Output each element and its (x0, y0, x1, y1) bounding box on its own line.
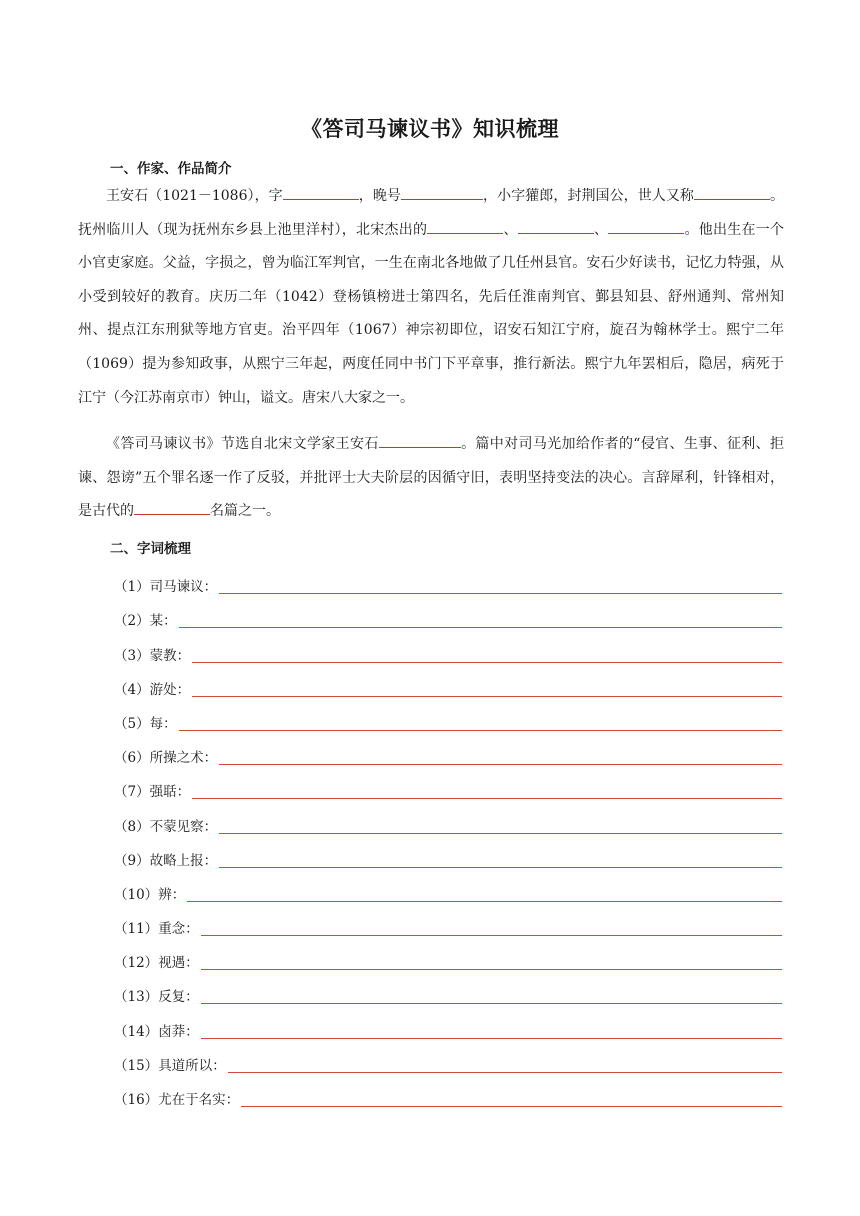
item-colon: ： (185, 989, 199, 1006)
answer-line[interactable] (201, 1003, 782, 1004)
paragraph-text: 、 (593, 221, 609, 238)
item-number: （16） (114, 1092, 159, 1108)
item-term: 不蒙见察 (149, 818, 204, 835)
answer-line[interactable] (179, 627, 782, 628)
item-number: （9） (114, 852, 150, 869)
item-number: （14） (114, 1023, 159, 1040)
answer-line[interactable] (201, 1038, 782, 1039)
answer-line[interactable] (219, 593, 782, 594)
paragraph-text: 王安石（1021－1086），字 (106, 188, 283, 204)
page-title: 《答司马谏议书》知识梳理 (301, 117, 559, 141)
item-number: （2） (114, 613, 150, 630)
answer-line[interactable] (179, 730, 782, 731)
item-term: 每 (149, 715, 164, 732)
item-number: （8） (114, 818, 150, 835)
vocabulary-list (114, 567, 782, 1114)
item-term: 视遇 (158, 955, 186, 972)
paragraph-text: 名篇之一。 (210, 503, 280, 520)
paragraph-text: ，小字獾郎，封荆国公，世人又称 (483, 188, 694, 204)
answer-line[interactable] (187, 901, 782, 902)
fill-blank-late-name[interactable] (401, 185, 483, 200)
item-colon: ： (203, 750, 218, 767)
item-colon: ： (163, 715, 177, 732)
item-number: （10） (114, 886, 159, 903)
item-number: （5） (114, 715, 150, 732)
section-heading-vocabulary: 二、字词梳理 (110, 541, 191, 557)
vocabulary-item (114, 704, 782, 738)
item-colon: ： (225, 1092, 240, 1108)
vocabulary-item (114, 841, 782, 875)
item-colon: ： (185, 1023, 199, 1040)
item-colon: ： (176, 647, 191, 664)
item-colon: ： (203, 852, 218, 869)
work-intro-paragraph (78, 428, 784, 529)
item-colon: ： (163, 613, 177, 630)
item-term: 故略上报 (149, 852, 204, 869)
item-term: 游处 (149, 681, 177, 698)
answer-line[interactable] (219, 764, 782, 765)
vocabulary-item (114, 1011, 782, 1045)
fill-blank-other-title[interactable] (694, 185, 770, 200)
item-term: 辨 (158, 886, 172, 903)
answer-line[interactable] (192, 696, 782, 697)
item-colon: ： (176, 784, 191, 801)
vocabulary-item (114, 909, 782, 943)
fill-blank-identity-3[interactable] (608, 219, 684, 234)
item-colon: ： (176, 681, 191, 698)
answer-line[interactable] (201, 935, 782, 936)
vocabulary-item (114, 738, 782, 772)
answer-line[interactable] (219, 867, 782, 868)
item-term: 某 (149, 613, 164, 630)
vocabulary-item (114, 977, 782, 1011)
item-term: 反复 (158, 989, 186, 1006)
fill-blank-genre[interactable] (134, 500, 210, 515)
answer-line[interactable] (241, 1106, 782, 1107)
vocabulary-item (114, 670, 782, 704)
item-term: 司马谏议 (149, 579, 204, 596)
item-colon: ： (185, 921, 199, 938)
vocabulary-item (114, 943, 782, 977)
answer-line[interactable] (201, 969, 782, 970)
item-number: （7） (114, 784, 150, 801)
item-number: （11） (114, 921, 159, 938)
item-colon: ： (185, 955, 199, 972)
vocabulary-item (114, 601, 782, 635)
paragraph-text: 。抚州临川人（现为抚州东乡县上池里洋村），北宋杰出的 (78, 188, 785, 238)
fill-blank-identity-1[interactable] (427, 219, 503, 234)
author-intro-paragraph (78, 180, 784, 415)
answer-line[interactable] (192, 662, 782, 663)
vocabulary-item (114, 806, 782, 840)
item-number: （15） (114, 1057, 159, 1074)
item-colon: ： (203, 579, 218, 596)
item-number: （13） (114, 989, 159, 1006)
vocabulary-item (114, 567, 782, 601)
item-term: 尤在于名实 (158, 1092, 226, 1108)
item-number: （1） (114, 579, 150, 596)
item-number: （12） (114, 955, 159, 972)
fill-blank-courtesy-name[interactable] (283, 185, 359, 200)
fill-blank-identity-2[interactable] (518, 219, 594, 234)
vocabulary-item (114, 1046, 782, 1080)
item-colon: ： (171, 886, 186, 903)
answer-line[interactable] (228, 1072, 782, 1073)
vocabulary-item (114, 772, 782, 806)
item-number: （3） (114, 647, 150, 664)
paragraph-text: 《答司马谏议书》节选自北宋文学家王安石 (106, 436, 379, 452)
paragraph-text: 、 (503, 221, 518, 238)
item-term: 重念 (158, 921, 186, 938)
vocabulary-item (114, 875, 782, 909)
vocabulary-item (114, 635, 782, 669)
paragraph-text: ，晚号 (358, 188, 401, 204)
answer-line[interactable] (219, 833, 782, 834)
item-colon: ： (203, 818, 218, 835)
vocabulary-item (114, 1080, 782, 1114)
answer-line[interactable] (192, 798, 782, 799)
fill-blank-source[interactable] (379, 433, 461, 448)
paragraph-text: 。篇中对司马光加给作者的“侵官、生事、征利、拒谏、怨谤”五个罪名逐一作了反驳，并批评士大夫阶层的因循守旧，表明坚持变法的决心。言辞犀利，针锋相对，是古代的 (78, 436, 785, 520)
section-heading-author: 一、作家、作品简介 (110, 161, 232, 177)
item-term: 卤莽 (158, 1023, 186, 1040)
item-term: 蒙教 (149, 647, 177, 664)
item-number: （4） (114, 681, 150, 698)
item-term: 具道所以 (158, 1057, 213, 1074)
item-colon: ： (212, 1057, 226, 1074)
paragraph-text: 。他出生在一个小官吏家庭。父益，字损之，曾为临江军判官，一生在南北各地做了几任州县官。安石少好读书，记忆力特强，从小受到较好的教育。庆历二年（1042）登杨镇榜进士第四名，先后任淮南判官、鄞县知县、舒州通判、常州知州、提点江东刑狱等地方官吏。治平四年（1067）神宗初即位，诏安石知江宁府，旋召为翰林学士。熙宁二年（1069）提为参知政事，从熙宁三年起，两度任同中书门下平章事，推行新法。熙宁九年罢相后，隐居，病死于江宁（今江苏南京市）钟山，谥文。唐宋八大家之一。 (78, 221, 784, 406)
item-number: （6） (114, 750, 150, 767)
item-term: 所操之术 (149, 750, 204, 767)
item-term: 强聒 (149, 784, 177, 801)
